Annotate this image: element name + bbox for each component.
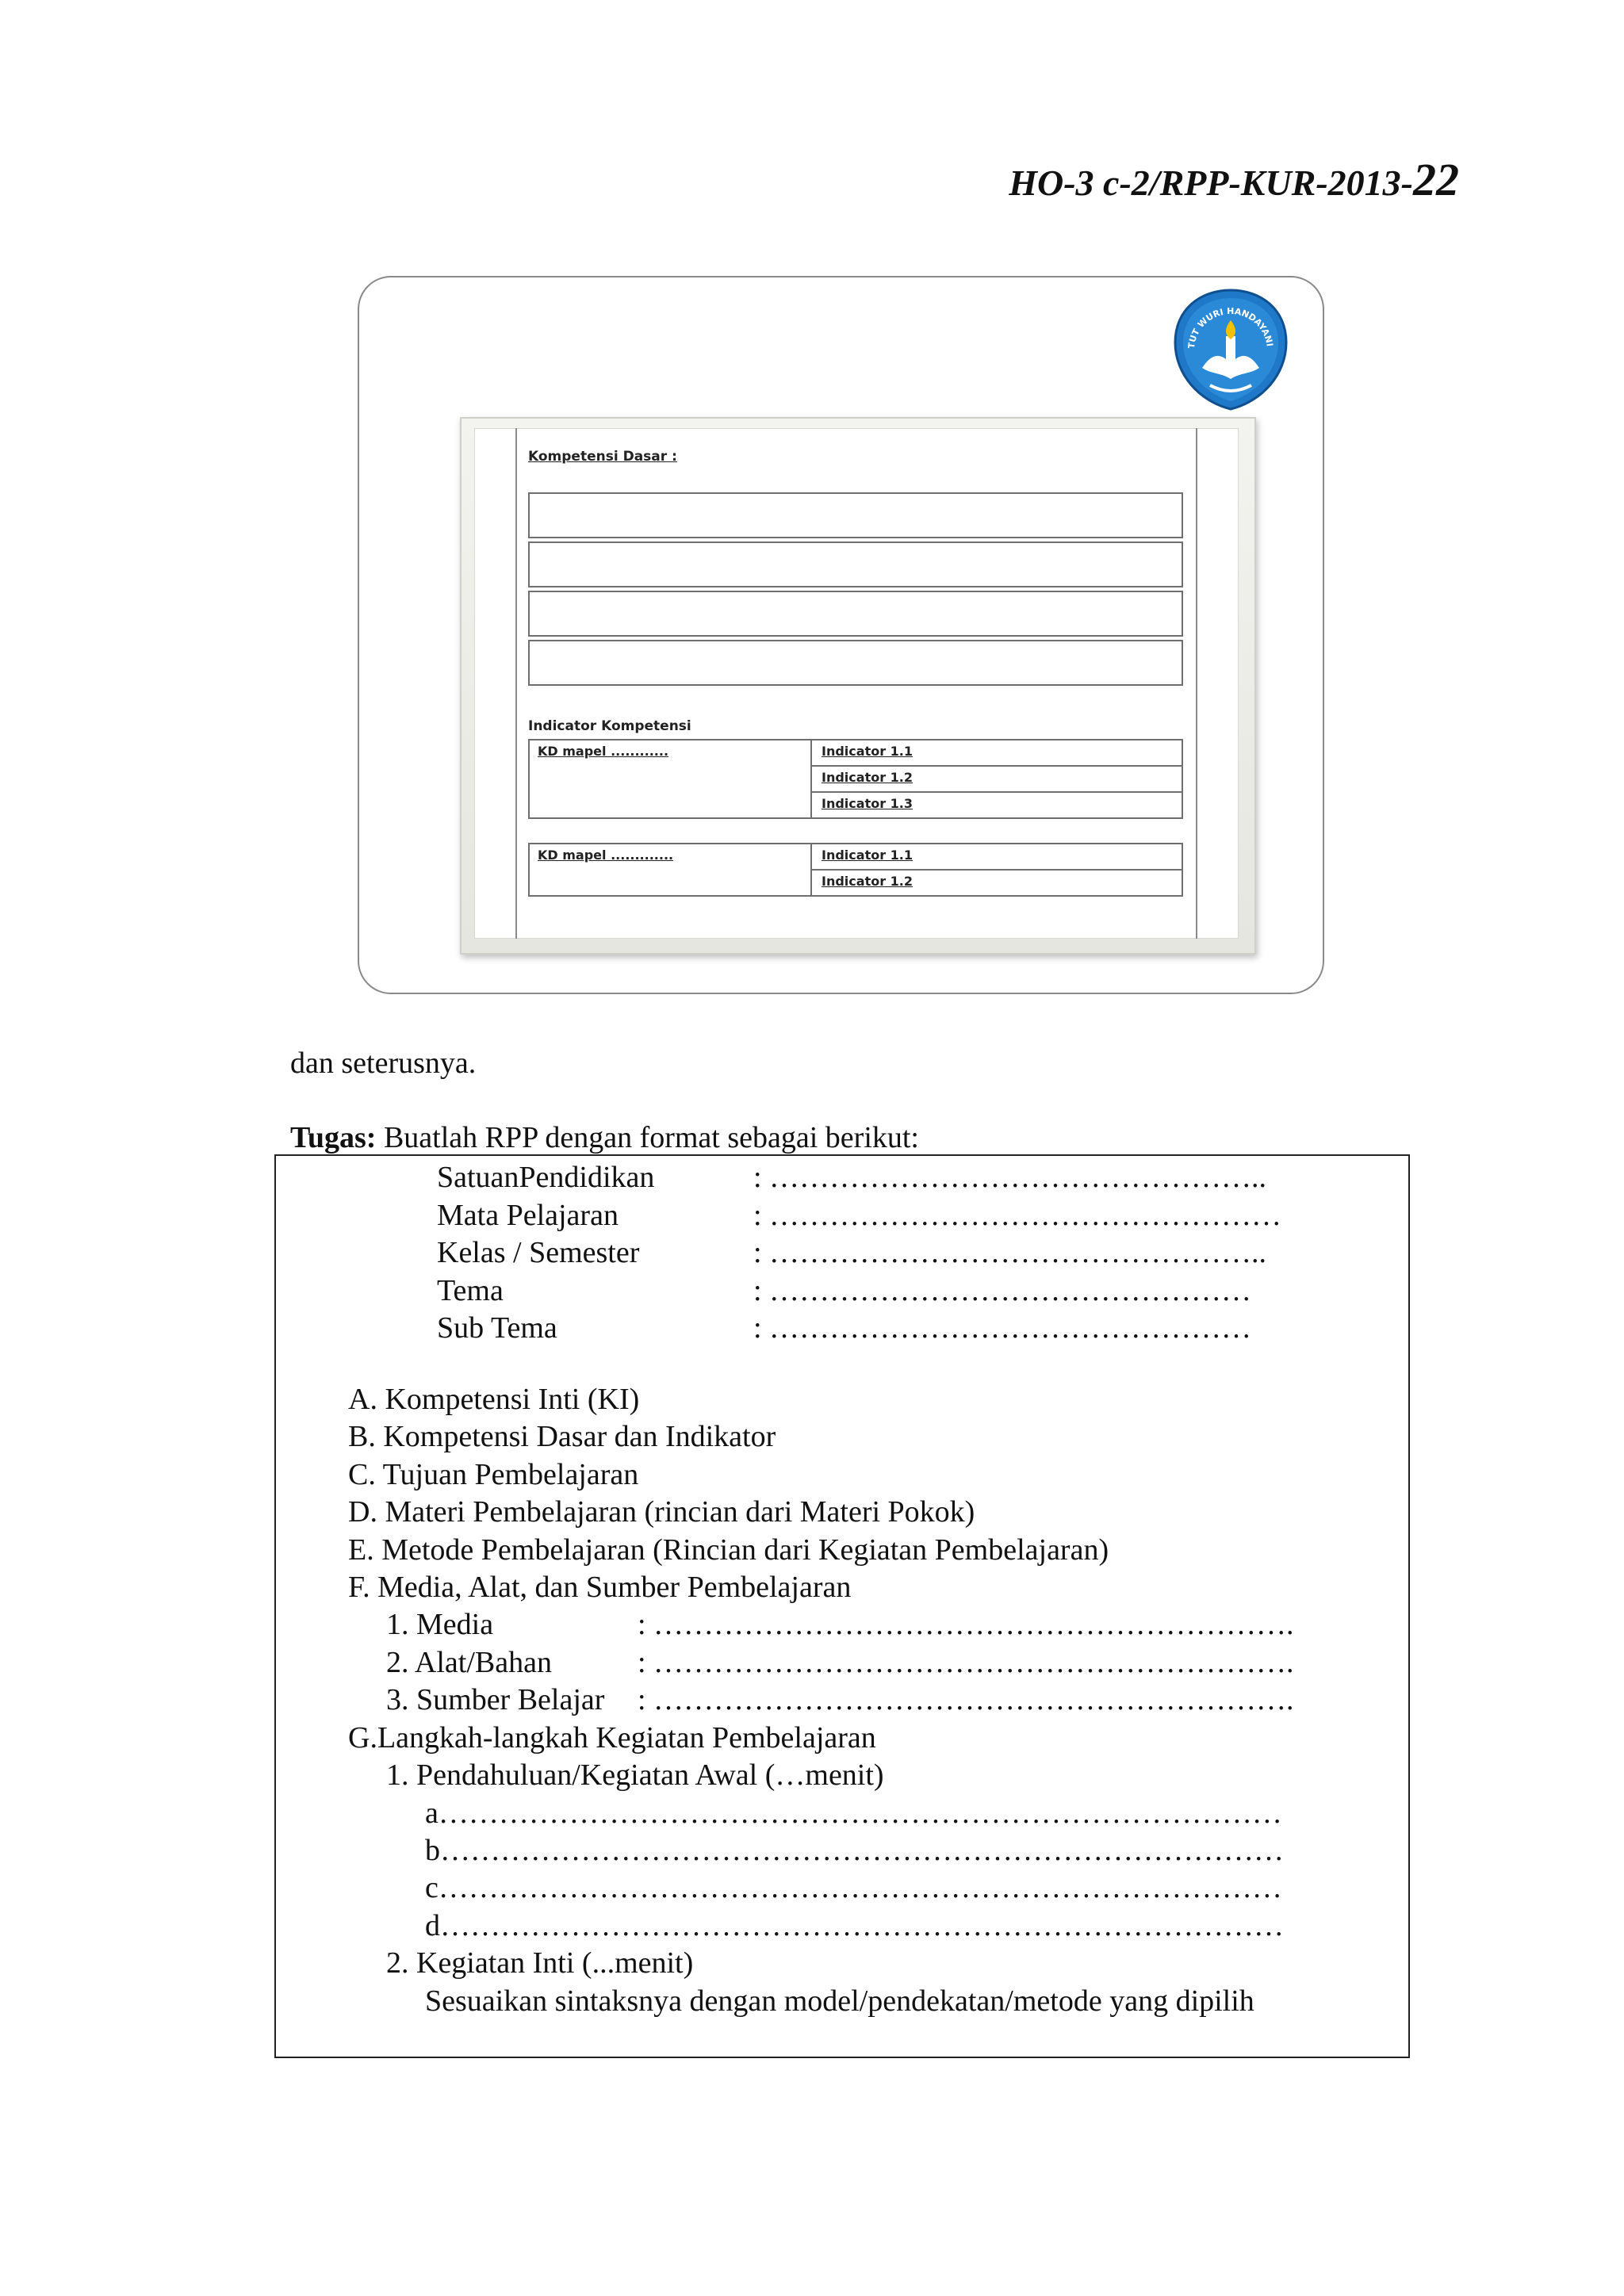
identity-label: Kelas / Semester <box>437 1236 640 1269</box>
step-line: c………………………………………………………………………… <box>425 1871 1282 1904</box>
step-line: d………………………………………………………………………… <box>425 1909 1284 1942</box>
section-heading: G.Langkah-langkah Kegiatan Pembelajaran <box>348 1721 876 1755</box>
section-heading: B. Kompetensi Dasar dan Indikator <box>348 1420 776 1453</box>
page-number: 22 <box>1413 154 1459 205</box>
task-label: Tugas: <box>290 1121 377 1154</box>
identity-label: SatuanPendidikan <box>437 1161 655 1194</box>
indicator-label: Indicator 1.2 <box>822 770 914 785</box>
task-text: Buatlah RPP dengan format sebagai berikut: <box>376 1121 919 1154</box>
kd-row <box>528 640 1183 686</box>
indicator-table-1 <box>528 739 1183 819</box>
indicator-label: Indicator 1.1 <box>822 744 914 759</box>
identity-value: : ………………………………………….. <box>753 1236 1267 1269</box>
media-item-label: 2. Alat/Bahan <box>386 1646 552 1679</box>
step-line: a………………………………………………………………………… <box>425 1797 1282 1830</box>
identity-label: Sub Tema <box>437 1311 557 1345</box>
section-heading: A. Kompetensi Inti (KI) <box>348 1383 640 1416</box>
indicator-label: Indicator 1.3 <box>822 796 914 811</box>
section-heading: E. Metode Pembelajaran (Rincian dari Kegiatan Pembelajaran) <box>348 1533 1109 1567</box>
task-instruction <box>290 1123 919 1153</box>
kd-row <box>528 541 1183 587</box>
media-item-value: : ………………………………………………………. <box>638 1608 1294 1641</box>
step-line: b………………………………………………………………………… <box>425 1834 1284 1867</box>
section-heading: F. Media, Alat, dan Sumber Pembelajaran <box>348 1571 852 1604</box>
page-margin-line-left <box>515 428 517 939</box>
media-item-value: : ………………………………………………………. <box>638 1646 1294 1679</box>
page-header <box>1009 154 1459 205</box>
indicator-cell <box>812 844 1182 871</box>
section-heading: C. Tujuan Pembelajaran <box>348 1458 639 1491</box>
section-heading: D. Materi Pembelajaran (rincian dari Materi Pokok) <box>348 1495 975 1529</box>
kd-row <box>528 591 1183 637</box>
identity-value: : ………………………………………… <box>753 1274 1252 1307</box>
step-heading: 2. Kegiatan Inti (...menit) <box>386 1946 694 1980</box>
kd-row <box>528 492 1183 538</box>
identity-label: Tema <box>437 1274 504 1307</box>
identity-value: : ………………………………………….. <box>753 1161 1267 1194</box>
media-item-value: : ………………………………………………………. <box>638 1683 1294 1716</box>
tut-wuri-handayani-logo <box>1167 285 1294 412</box>
media-item-label: 3. Sumber Belajar <box>386 1683 605 1716</box>
identity-value: : …………………………………………… <box>753 1199 1282 1232</box>
indicator-table-2 <box>528 843 1183 897</box>
indicator-label: Indicator 1.2 <box>822 874 914 889</box>
logo-text: TUT WURI HANDAYANI <box>1185 305 1275 350</box>
step-note: Sesuaikan sintaksnya dengan model/pendekatan/metode yang dipilih <box>425 1984 1254 2018</box>
indicator-cell <box>812 793 1182 819</box>
step-heading: 1. Pendahuluan/Kegiatan Awal (…menit) <box>386 1758 884 1792</box>
kd-label: KD mapel ............ <box>538 744 669 759</box>
continuation-text: dan seterusnya. <box>290 1047 477 1080</box>
media-item-label: 1. Media <box>386 1608 494 1641</box>
kd-label: KD mapel ............. <box>538 848 674 863</box>
indicator-label: Indicator 1.1 <box>822 848 914 863</box>
kompetensi-dasar-label: Kompetensi Dasar : <box>528 449 677 465</box>
kd-cell <box>530 740 812 817</box>
indicator-cell <box>812 740 1182 767</box>
identity-label: Mata Pelajaran <box>437 1199 619 1232</box>
indicator-heading: Indicator Kompetensi <box>528 718 691 734</box>
indicator-cell <box>812 871 1182 897</box>
page-margin-line-right <box>1196 428 1197 939</box>
document-code: HO-3 c-2/RPP-KUR-2013- <box>1009 163 1413 203</box>
kd-cell <box>530 844 812 895</box>
identity-value: : ………………………………………… <box>753 1311 1252 1345</box>
indicator-cell <box>812 767 1182 793</box>
